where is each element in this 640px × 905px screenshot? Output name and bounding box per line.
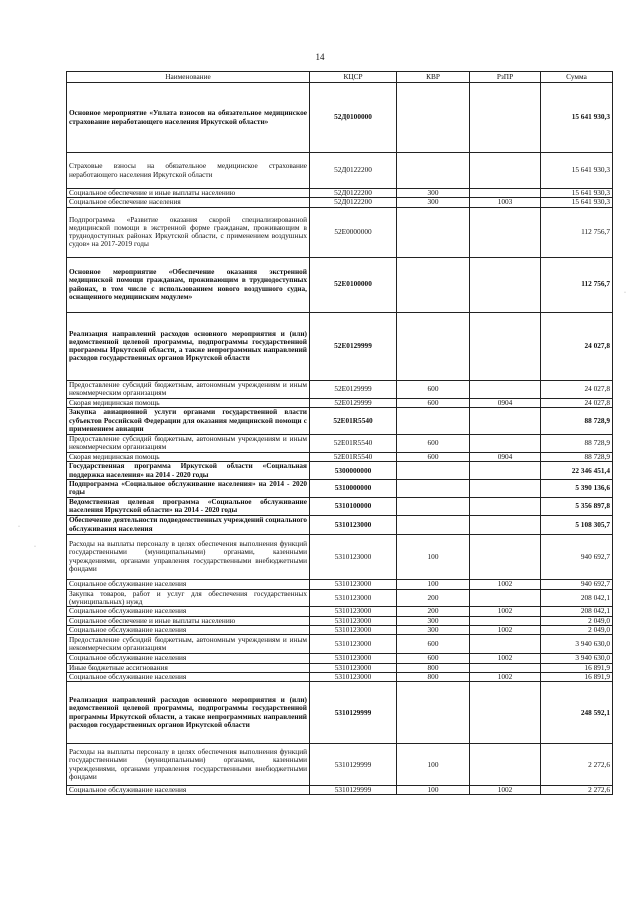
row-name: Закупка товаров, работ и услуг для обеспечения государственных (муниципальных) нужд bbox=[67, 589, 310, 607]
row-sum: 5 108 305,7 bbox=[541, 515, 613, 534]
row-rzpr bbox=[470, 497, 541, 515]
row-kvr bbox=[397, 480, 470, 498]
table-row bbox=[67, 654, 613, 663]
row-rzpr bbox=[470, 189, 541, 198]
row-kcsr: 52Е0100000 bbox=[310, 257, 397, 312]
row-rzpr bbox=[470, 312, 541, 380]
row-sum: 16 891,9 bbox=[541, 672, 613, 681]
row-sum: 24 027,8 bbox=[541, 380, 613, 398]
row-name: Социальное обслуживание населения bbox=[67, 625, 310, 634]
row-kcsr: 52Д0122200 bbox=[310, 189, 397, 198]
row-rzpr bbox=[470, 534, 541, 579]
row-kcsr: 52Д0122200 bbox=[310, 153, 397, 189]
row-name: Расходы на выплаты персоналу в целях обеспечения выполнения функций государственными (муниципальными) органами, казенными учреждениями, органами управления государственными внебюджетными фондами bbox=[67, 744, 310, 786]
row-rzpr: 0904 bbox=[470, 398, 541, 407]
row-kvr: 800 bbox=[397, 663, 470, 672]
budget-table bbox=[66, 71, 613, 795]
row-rzpr bbox=[470, 744, 541, 786]
row-kvr bbox=[397, 207, 470, 257]
row-name: Социальное обслуживание населения bbox=[67, 607, 310, 616]
column-header-kcsr: КЦСР bbox=[310, 72, 397, 83]
row-kvr: 800 bbox=[397, 672, 470, 681]
row-name: Ведомственная целевая программа «Социальное обслуживание населения Иркутской области» на 2014 - 2020 годы bbox=[67, 497, 310, 515]
row-name: Социальное обеспечение населения bbox=[67, 198, 310, 207]
row-name: Предоставление субсидий бюджетным, автономным учреждениям и иным некоммерческим организациям bbox=[67, 434, 310, 452]
row-kcsr: 5310123000 bbox=[310, 672, 397, 681]
table-row bbox=[67, 607, 613, 616]
column-header-name: Наименование bbox=[67, 72, 310, 83]
table-row bbox=[67, 257, 613, 312]
row-sum: 2 272,6 bbox=[541, 786, 613, 795]
row-kcsr: 5310123000 bbox=[310, 589, 397, 607]
row-rzpr bbox=[470, 682, 541, 744]
row-sum: 88 728,9 bbox=[541, 452, 613, 461]
row-kvr bbox=[397, 497, 470, 515]
table-row bbox=[67, 616, 613, 625]
table-row bbox=[67, 198, 613, 207]
table-body bbox=[67, 83, 613, 795]
scan-mark: · bbox=[34, 544, 36, 550]
table-row bbox=[67, 380, 613, 398]
row-name: Социальное обслуживание населения bbox=[67, 672, 310, 681]
row-rzpr bbox=[470, 407, 541, 434]
row-name: Социальное обслуживание населения bbox=[67, 579, 310, 589]
row-kcsr: 5310123000 bbox=[310, 654, 397, 663]
table-row bbox=[67, 153, 613, 189]
row-kcsr: 52Е01R5540 bbox=[310, 407, 397, 434]
row-name: Обеспечение деятельности подведомственных учреждений социального обслуживания населения bbox=[67, 515, 310, 534]
row-name: Реализация направлений расходов основного мероприятия и (или) ведомственной целевой программы, подпрограммы государственной программы Иркутской области, а также непрограммных направлений расходов государственных органов Иркутской области bbox=[67, 312, 310, 380]
row-rzpr: 1002 bbox=[470, 579, 541, 589]
row-rzpr: 0904 bbox=[470, 452, 541, 461]
row-rzpr bbox=[470, 663, 541, 672]
row-kvr bbox=[397, 153, 470, 189]
row-kcsr: 5300000000 bbox=[310, 462, 397, 480]
table-row bbox=[67, 515, 613, 534]
row-rzpr bbox=[470, 153, 541, 189]
row-kcsr: 5310123000 bbox=[310, 515, 397, 534]
row-kcsr: 5310123000 bbox=[310, 607, 397, 616]
row-kvr: 200 bbox=[397, 589, 470, 607]
row-rzpr: 1002 bbox=[470, 672, 541, 681]
row-kcsr: 5310100000 bbox=[310, 497, 397, 515]
row-sum: 3 940 630,0 bbox=[541, 654, 613, 663]
row-kcsr: 5310129999 bbox=[310, 786, 397, 795]
row-sum: 88 728,9 bbox=[541, 407, 613, 434]
row-name: Скорая медицинская помощь bbox=[67, 398, 310, 407]
row-name: Основное мероприятие «Уплата взносов на обязательное медицинское страхование неработающего населения Иркутской области» bbox=[67, 83, 310, 153]
row-rzpr: 1002 bbox=[470, 786, 541, 795]
row-kcsr: 5310129999 bbox=[310, 682, 397, 744]
scan-mark: · bbox=[624, 290, 626, 296]
row-kvr: 300 bbox=[397, 625, 470, 634]
row-kvr: 100 bbox=[397, 534, 470, 579]
row-kvr bbox=[397, 682, 470, 744]
row-name: Скорая медицинская помощь bbox=[67, 452, 310, 461]
row-sum: 2 272,6 bbox=[541, 744, 613, 786]
table-row bbox=[67, 497, 613, 515]
row-sum: 112 756,7 bbox=[541, 257, 613, 312]
row-kcsr: 5310123000 bbox=[310, 616, 397, 625]
table-row bbox=[67, 452, 613, 461]
row-rzpr bbox=[470, 515, 541, 534]
row-kcsr: 5310123000 bbox=[310, 663, 397, 672]
row-sum: 208 042,1 bbox=[541, 607, 613, 616]
row-name: Предоставление субсидий бюджетным, автономным учреждениям и иным некоммерческим организациям bbox=[67, 380, 310, 398]
row-kcsr: 52Е0129999 bbox=[310, 380, 397, 398]
row-kcsr: 5310123000 bbox=[310, 635, 397, 654]
row-rzpr bbox=[470, 616, 541, 625]
table-row bbox=[67, 579, 613, 589]
row-sum: 940 692,7 bbox=[541, 579, 613, 589]
table-row bbox=[67, 207, 613, 257]
row-kvr bbox=[397, 257, 470, 312]
row-name: Страховые взносы на обязательное медицинское страхование неработающего населения Иркутской области bbox=[67, 153, 310, 189]
row-sum: 3 940 630,0 bbox=[541, 635, 613, 654]
row-sum: 24 027,8 bbox=[541, 398, 613, 407]
row-name: Закупка авиационной услуги органами государственной власти субъектов Российской Федерации для оказания медицинской помощи с применением авиации bbox=[67, 407, 310, 434]
scan-mark: · bbox=[18, 524, 20, 530]
row-sum: 2 049,0 bbox=[541, 625, 613, 634]
row-sum: 15 641 930,3 bbox=[541, 198, 613, 207]
row-name: Реализация направлений расходов основного мероприятия и (или) ведомственной целевой программы, подпрограммы государственной программы Иркутской области, а также непрограммных направлений расходов государственных органов Иркутской области bbox=[67, 682, 310, 744]
row-kvr: 100 bbox=[397, 786, 470, 795]
row-sum: 248 592,1 bbox=[541, 682, 613, 744]
row-kvr: 600 bbox=[397, 434, 470, 452]
row-name: Социальное обеспечение и иные выплаты населению bbox=[67, 189, 310, 198]
column-header-rzpr: РзПР bbox=[470, 72, 541, 83]
row-sum: 5 390 136,6 bbox=[541, 480, 613, 498]
row-kvr: 600 bbox=[397, 380, 470, 398]
row-rzpr bbox=[470, 380, 541, 398]
row-rzpr bbox=[470, 635, 541, 654]
table-row bbox=[67, 663, 613, 672]
row-kcsr: 5310129999 bbox=[310, 744, 397, 786]
row-kcsr: 5310000000 bbox=[310, 480, 397, 498]
table-row bbox=[67, 534, 613, 579]
row-sum: 2 049,0 bbox=[541, 616, 613, 625]
row-name: Расходы на выплаты персоналу в целях обеспечения выполнения функций государственными (муниципальными) органами, казенными учреждениями, органами управления государственными внебюджетными фондами bbox=[67, 534, 310, 579]
table-row bbox=[67, 682, 613, 744]
table-row bbox=[67, 635, 613, 654]
table-row bbox=[67, 744, 613, 786]
row-kvr bbox=[397, 462, 470, 480]
row-kvr: 600 bbox=[397, 452, 470, 461]
row-kvr: 100 bbox=[397, 579, 470, 589]
row-rzpr bbox=[470, 434, 541, 452]
table-row bbox=[67, 625, 613, 634]
row-kcsr: 52Е01R5540 bbox=[310, 434, 397, 452]
row-name: Социальное обслуживание населения bbox=[67, 786, 310, 795]
table-row bbox=[67, 434, 613, 452]
row-sum: 940 692,7 bbox=[541, 534, 613, 579]
table-row bbox=[67, 480, 613, 498]
row-sum: 15 641 930,3 bbox=[541, 83, 613, 153]
row-rzpr: 1003 bbox=[470, 198, 541, 207]
row-kcsr: 52Е0129999 bbox=[310, 312, 397, 380]
row-kcsr: 5310123000 bbox=[310, 579, 397, 589]
table-header-row bbox=[67, 72, 613, 83]
table-row bbox=[67, 786, 613, 795]
row-name: Предоставление субсидий бюджетным, автономным учреждениям и иным некоммерческим организациям bbox=[67, 635, 310, 654]
row-rzpr bbox=[470, 207, 541, 257]
table-row bbox=[67, 312, 613, 380]
row-rzpr bbox=[470, 83, 541, 153]
table-row bbox=[67, 589, 613, 607]
row-sum: 24 027,8 bbox=[541, 312, 613, 380]
row-kvr: 300 bbox=[397, 189, 470, 198]
row-kvr: 200 bbox=[397, 607, 470, 616]
row-kcsr: 52Е01R5540 bbox=[310, 452, 397, 461]
row-rzpr bbox=[470, 589, 541, 607]
row-kcsr: 5310123000 bbox=[310, 534, 397, 579]
page-number: 14 bbox=[315, 52, 325, 62]
row-name: Государственная программа Иркутской области «Социальная поддержка населения» на 2014 - 2020 годы bbox=[67, 462, 310, 480]
row-kcsr: 52Е0000000 bbox=[310, 207, 397, 257]
row-sum: 15 641 930,3 bbox=[541, 189, 613, 198]
row-sum: 22 346 451,4 bbox=[541, 462, 613, 480]
column-header-sum: Сумма bbox=[541, 72, 613, 83]
row-rzpr: 1002 bbox=[470, 654, 541, 663]
row-kvr bbox=[397, 515, 470, 534]
table-row bbox=[67, 672, 613, 681]
table-row bbox=[67, 189, 613, 198]
row-name: Социальное обслуживание населения bbox=[67, 654, 310, 663]
row-sum: 112 756,7 bbox=[541, 207, 613, 257]
row-rzpr bbox=[470, 257, 541, 312]
row-name: Социальное обеспечение и иные выплаты населению bbox=[67, 616, 310, 625]
row-sum: 88 728,9 bbox=[541, 434, 613, 452]
table-row bbox=[67, 407, 613, 434]
column-header-kvr: КВР bbox=[397, 72, 470, 83]
row-kcsr: 52Е0129999 bbox=[310, 398, 397, 407]
table-row bbox=[67, 83, 613, 153]
table-row bbox=[67, 398, 613, 407]
row-name: Подпрограмма «Социальное обслуживание населения» на 2014 - 2020 годы bbox=[67, 480, 310, 498]
row-kvr bbox=[397, 312, 470, 380]
row-kvr bbox=[397, 83, 470, 153]
row-kvr: 600 bbox=[397, 635, 470, 654]
row-kcsr: 5310123000 bbox=[310, 625, 397, 634]
row-kcsr: 52Д0122200 bbox=[310, 198, 397, 207]
row-sum: 5 356 897,8 bbox=[541, 497, 613, 515]
row-rzpr: 1002 bbox=[470, 625, 541, 634]
row-kvr: 600 bbox=[397, 654, 470, 663]
row-name: Основное мероприятие «Обеспечение оказания экстренной медицинской помощи гражданам, проживающим в труднодоступных районах, в том числе с использованием нового воздушного судна, оснащенного медицинским модулем» bbox=[67, 257, 310, 312]
row-kvr: 300 bbox=[397, 616, 470, 625]
row-sum: 15 641 930,3 bbox=[541, 153, 613, 189]
row-kcsr: 52Д0100000 bbox=[310, 83, 397, 153]
row-sum: 16 891,9 bbox=[541, 663, 613, 672]
row-kvr: 600 bbox=[397, 398, 470, 407]
row-rzpr: 1002 bbox=[470, 607, 541, 616]
row-kvr: 300 bbox=[397, 198, 470, 207]
row-name: Иные бюджетные ассигнования bbox=[67, 663, 310, 672]
row-kvr: 100 bbox=[397, 744, 470, 786]
row-kvr bbox=[397, 407, 470, 434]
row-rzpr bbox=[470, 480, 541, 498]
row-rzpr bbox=[470, 462, 541, 480]
row-name: Подпрограмма «Развитие оказания скорой специализированной медицинской помощи в экстренной форме гражданам, проживающим в труднодоступных районах Иркутской области, с применением воздушных судов» на 2017-2019 годы bbox=[67, 207, 310, 257]
table-row bbox=[67, 462, 613, 480]
row-sum: 208 042,1 bbox=[541, 589, 613, 607]
